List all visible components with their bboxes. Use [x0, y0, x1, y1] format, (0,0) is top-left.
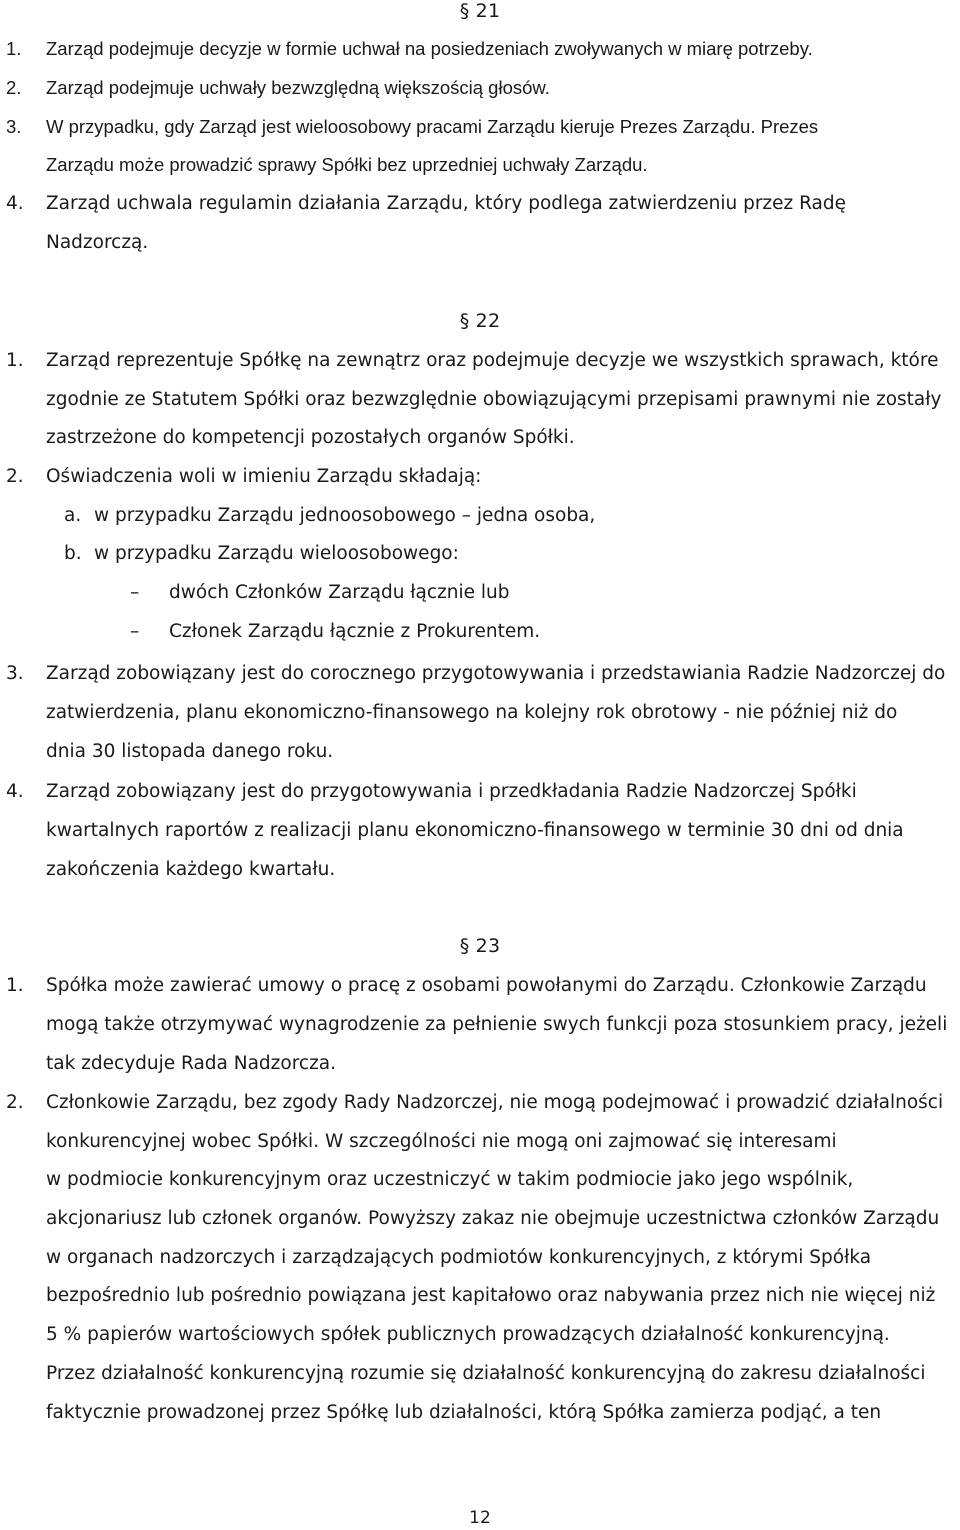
line-text: w podmiocie konkurencyjnym oraz uczestniczyć w takim podmiocie jako jego wspólnik,	[46, 1169, 854, 1190]
item-number: 4.	[6, 193, 24, 214]
section-heading: § 23	[459, 935, 501, 957]
paragraph-line	[46, 857, 954, 883]
item-number: 2.	[6, 77, 22, 98]
line-text: mogą także otrzymywać wynagrodzenie za pełnienie swych funkcji poza stosunkiem pracy, jeżeli	[46, 1014, 948, 1035]
item-number: 1.	[6, 38, 22, 59]
paragraph-line	[46, 1129, 954, 1155]
line-text: bezpośrednio lub pośrednio powiązana jest kapitałowo oraz nabywania przez nich nie więcej niż	[46, 1285, 936, 1306]
paragraph-line	[46, 152, 954, 178]
line-text: Zarząd podejmuje uchwały bezwzględną większością głosów.	[46, 77, 550, 98]
line-text: faktycznie prowadzonej przez Spółkę lub działalności, którą Spółka zamierza podjąć, a ten	[46, 1402, 882, 1423]
bullet-text: Członek Zarządu łącznie z Prokurentem.	[169, 621, 541, 642]
paragraph-line	[6, 973, 954, 999]
paragraph-line	[6, 114, 954, 140]
item-number: 2.	[6, 1092, 24, 1113]
section-heading: § 21	[459, 0, 501, 22]
line-text: tak zdecyduje Rada Nadzorcza.	[46, 1053, 337, 1074]
paragraph-line	[6, 779, 954, 805]
item-number: 3.	[6, 663, 24, 684]
dash-bullet: –	[130, 621, 140, 642]
line-text: akcjonariusz lub członek organów. Powyższy zakaz nie obejmuje uczestnictwa członków Zarządu	[46, 1208, 940, 1229]
line-text: zakończenia każdego kwartału.	[46, 859, 336, 880]
item-number: 3.	[6, 116, 22, 137]
line-text: Zarząd uchwala regulamin działania Zarządu, który podlega zatwierdzeniu przez Radę	[46, 193, 847, 214]
line-text: Oświadczenia woli w imieniu Zarządu składają:	[46, 466, 482, 487]
paragraph-line	[6, 661, 954, 687]
paragraph-line	[46, 230, 954, 256]
page-number: 12	[469, 1508, 491, 1528]
line-text: Nadzorczą.	[46, 232, 149, 253]
paragraph-line	[6, 1090, 954, 1116]
paragraph-line	[46, 1245, 954, 1271]
paragraph-line	[46, 1283, 954, 1309]
paragraph-line	[46, 387, 954, 413]
paragraph-line	[6, 191, 954, 217]
section-heading: § 22	[459, 310, 501, 332]
line-text: Zarządu może prowadzić sprawy Spółki bez uprzedniej uchwały Zarządu.	[46, 154, 648, 175]
line-text: konkurencyjnej wobec Spółki. W szczególności nie mogą oni zajmować się interesami	[46, 1131, 837, 1152]
line-text: Członkowie Zarządu, bez zgody Rady Nadzorczej, nie mogą podejmować i prowadzić działalności	[46, 1092, 944, 1113]
paragraph-line	[46, 739, 954, 765]
item-number: 2.	[6, 466, 24, 487]
sub-item-text: w przypadku Zarządu wieloosobowego:	[94, 543, 459, 564]
paragraph-line	[46, 1206, 954, 1232]
bullet-text: dwóch Członków Zarządu łącznie lub	[169, 582, 510, 603]
sub-item-text: w przypadku Zarządu jednoosobowego – jedna osoba,	[94, 505, 596, 526]
paragraph-line	[6, 36, 954, 62]
sub-item-letter: a.	[64, 505, 82, 526]
sub-item-letter: b.	[64, 543, 82, 564]
line-text: Zarząd reprezentuje Spółkę na zewnątrz oraz podejmuje decyzje we wszystkich sprawach, które	[46, 350, 939, 371]
dash-bullet: –	[130, 582, 140, 603]
item-number: 1.	[6, 350, 24, 371]
line-text: Przez działalność konkurencyjną rozumie się działalność konkurencyjną do zakresu działalności	[46, 1363, 926, 1384]
line-text: W przypadku, gdy Zarząd jest wieloosobowy pracami Zarządu kieruje Prezes Zarządu. Prezes	[46, 116, 819, 137]
paragraph-line	[6, 464, 954, 490]
paragraph-line	[6, 348, 954, 374]
paragraph-line	[46, 425, 954, 451]
line-text: dnia 30 listopada danego roku.	[46, 741, 334, 762]
line-text: 5 % papierów wartościowych spółek publicznych prowadzących działalność konkurencyjną.	[46, 1324, 890, 1345]
line-text: Zarząd podejmuje decyzje w formie uchwał na posiedzeniach zwoływanych w miarę potrzeby.	[46, 38, 813, 59]
paragraph-line	[46, 1400, 954, 1426]
paragraph-line	[46, 1051, 954, 1077]
line-text: Spółka może zawierać umowy o pracę z osobami powołanymi do Zarządu. Członkowie Zarządu	[46, 975, 927, 996]
paragraph-line	[6, 75, 954, 101]
line-text: kwartalnych raportów z realizacji planu ekonomiczno-finansowego w terminie 30 dni od dnia	[46, 820, 904, 841]
paragraph-line	[46, 1322, 954, 1348]
line-text: zgodnie ze Statutem Spółki oraz bezwzględnie obowiązującymi przepisami prawnymi nie zostały	[46, 389, 942, 410]
line-text: zastrzeżone do kompetencji pozostałych organów Spółki.	[46, 427, 575, 448]
line-text: w organach nadzorczych i zarządzających podmiotów konkurencyjnych, z którymi Spółka	[46, 1247, 872, 1268]
line-text: Zarząd zobowiązany jest do przygotowywania i przedkładania Radzie Nadzorczej Spółki	[46, 781, 857, 802]
line-text: Zarząd zobowiązany jest do corocznego przygotowywania i przedstawiania Radzie Nadzorczej do	[46, 663, 946, 684]
paragraph-line	[46, 818, 954, 844]
item-number: 1.	[6, 975, 24, 996]
item-number: 4.	[6, 781, 24, 802]
line-text: zatwierdzenia, planu ekonomiczno-finansowego na kolejny rok obrotowy - nie później niż do	[46, 702, 898, 723]
paragraph-line	[46, 1012, 954, 1038]
paragraph-line	[46, 1167, 954, 1193]
paragraph-line	[46, 1361, 954, 1387]
paragraph-line	[46, 700, 954, 726]
